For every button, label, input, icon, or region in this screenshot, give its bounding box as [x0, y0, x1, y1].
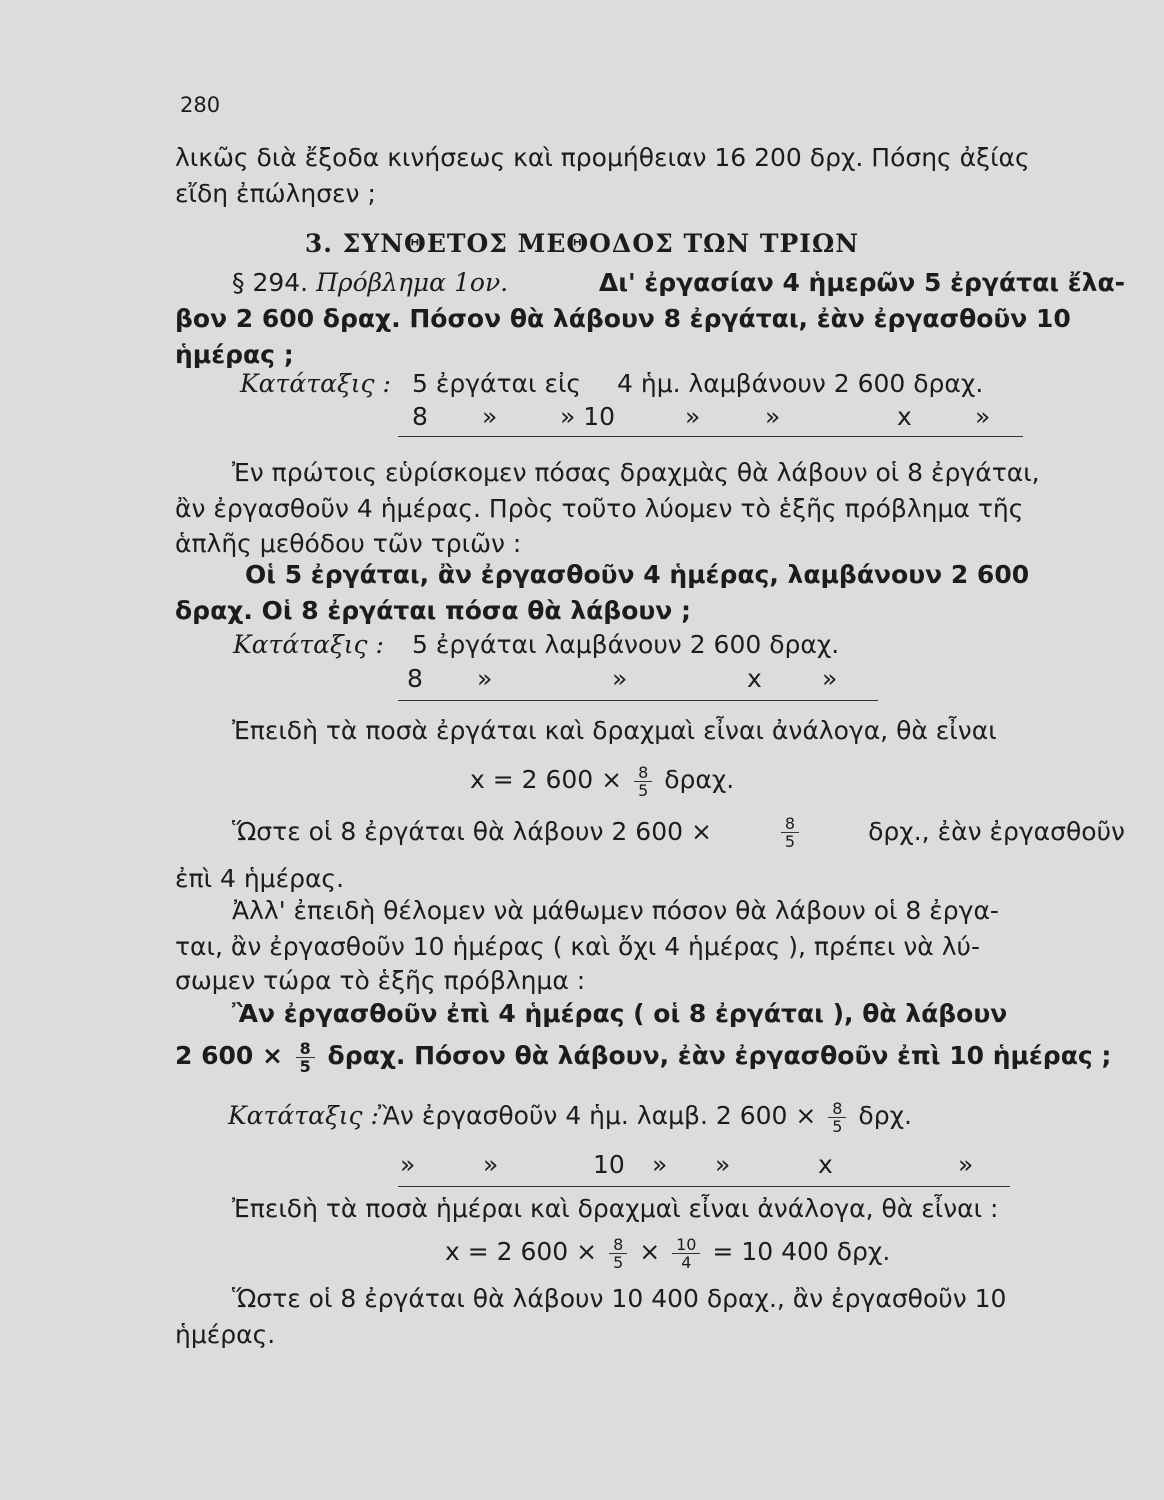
eq2-times: ×	[639, 1237, 661, 1266]
arrangement-3-denominator: 5	[832, 1116, 843, 1136]
paragraph-number: § 294.	[232, 268, 309, 297]
para-3-fraction	[781, 815, 799, 850]
para-4-line-2: ται, ἂν ἐργασθοῦν 10 ἡμέρας ( καὶ ὄχι 4 ἡμέρας ), πρέπει νὰ λύ-	[175, 932, 981, 961]
intro-text-1: λικῶς διὰ ἔξοδα κινήσεως καὶ προμήθειαν 16 200 δρχ. Πόσης ἀξίας	[175, 143, 1030, 172]
para-4-line-3: σωμεν τώρα τὸ ἑξῆς πρόβλημα :	[175, 966, 586, 995]
arrangement-2-row1: 5 ἐργάται λαμβάνουν 2 600 δραχ.	[412, 630, 840, 659]
section-title: 3. ΣΥΝΘΕΤΟΣ ΜΕΘΟΔΟΣ ΤΩΝ ΤΡΙΩΝ	[304, 229, 860, 258]
eq2-denominator-2: 4	[681, 1252, 692, 1272]
eq2-numerator-1: 8	[609, 1236, 627, 1254]
eq2-fraction-2	[672, 1236, 700, 1271]
arrangement-1-row2-c3: » 10	[560, 402, 616, 431]
arrangement-2-row2-c4: x	[747, 664, 762, 693]
para-5: Ἐπειδὴ τὰ ποσὰ ἡμέραι καὶ δραχμαὶ εἶναι ἀνάλογα, θὰ εἶναι :	[232, 1194, 999, 1223]
problem-text-1: Δι' ἐργασίαν 4 ἡμερῶν 5 ἐργάται ἔλα-	[598, 268, 1125, 297]
arrangement-3-row2-c7: »	[958, 1150, 974, 1179]
para-3-numerator: 8	[781, 815, 799, 833]
intro-line-1	[175, 141, 1127, 175]
eq1-lhs: x = 2 600 ×	[470, 765, 623, 794]
arrangement-1-row1-a: 5 ἐργάται εἰς	[412, 369, 582, 398]
arrangement-2-row2-c1: 8	[407, 664, 423, 693]
problem-line-3: ἡμέρας ;	[175, 340, 294, 369]
eq2-rhs: = 10 400 δρχ.	[712, 1237, 891, 1266]
arrangement-1-rule	[398, 436, 1023, 437]
eq1-unit: δραχ.	[664, 765, 735, 794]
problem-label: Πρόβλημα 1ον.	[316, 268, 509, 297]
arrangement-3-row1-pre: Ἂν ἐργασθοῦν 4 ἡμ. λαμβ. 2 600 ×	[378, 1101, 817, 1130]
arrangement-1-row2-c1: 8	[412, 402, 428, 431]
para-2: Ἐπειδὴ τὰ ποσὰ ἐργάται καὶ δραχμαὶ εἶναι ἀνάλογα, θὰ εἶναι	[232, 716, 997, 745]
eq1-fraction	[634, 764, 652, 799]
sub-problem-2-denominator: 5	[299, 1056, 311, 1076]
arrangement-3-row2-c5: »	[715, 1150, 731, 1179]
para-3-denominator: 5	[784, 831, 796, 851]
arrangement-3-row2-c2: »	[483, 1150, 499, 1179]
para-3-post: δρχ., ἐὰν ἐργασθοῦν	[868, 817, 1125, 846]
arrangement-3-row2-c6: x	[818, 1150, 833, 1179]
problem-head	[232, 266, 508, 300]
eq2-fraction-1	[609, 1236, 627, 1271]
arrangement-1-label: Κατάταξις :	[240, 369, 391, 398]
eq2-lhs: x = 2 600 ×	[445, 1237, 598, 1266]
arrangement-3-label: Κατάταξις :	[228, 1101, 379, 1130]
arrangement-3-row1-post: δρχ.	[858, 1101, 912, 1130]
arrangement-2-row2-c5: »	[822, 664, 838, 693]
arrangement-2-row2-c3: »	[612, 664, 628, 693]
arrangement-1-row2-c4: »	[685, 402, 701, 431]
arrangement-3-numerator: 8	[828, 1100, 846, 1118]
arrangement-3-row2-c3: 10	[593, 1150, 625, 1179]
sub-problem-2-numerator: 8	[296, 1040, 315, 1058]
arrangement-2-label: Κατάταξις :	[233, 630, 384, 659]
para-3-line-2: ἐπὶ 4 ἡμέρας.	[175, 864, 345, 893]
para-3-pre: Ὥστε οἱ 8 ἐργάται θὰ λάβουν 2 600 ×	[232, 817, 712, 846]
sub-problem-1-line-1: Οἱ 5 ἐργάται, ἂν ἐργασθοῦν 4 ἡμέρας, λαμβάνουν 2 600	[245, 560, 1030, 589]
problem-line-2: βον 2 600 δραχ. Πόσον θὰ λάβουν 8 ἐργάται, ἐὰν ἐργασθοῦν 10	[175, 304, 1071, 333]
equation-2	[445, 1232, 890, 1272]
arrangement-3-row2-c4: »	[652, 1150, 668, 1179]
arrangement-3-row2-c1: »	[400, 1150, 416, 1179]
para-4-line-1: Ἀλλ' ἐπειδὴ θέλομεν νὰ μάθωμεν πόσον θὰ λάβουν οἱ 8 ἐργα-	[232, 896, 999, 925]
eq2-denominator-1: 5	[613, 1252, 624, 1272]
eq1-denominator: 5	[638, 780, 649, 800]
equation-1	[470, 760, 734, 800]
eq2-numerator-2: 10	[672, 1236, 700, 1254]
para-1-line-1: Ἐν πρώτοις εὑρίσκομεν πόσας δραχμὰς θὰ λάβουν οἱ 8 ἐργάται,	[232, 458, 1040, 487]
arrangement-2-rule	[398, 700, 878, 701]
sub-problem-2-pre: 2 600 ×	[175, 1041, 283, 1070]
sub-problem-1-line-2: δραχ. Οἱ 8 ἐργάται πόσα θὰ λάβουν ;	[175, 596, 691, 625]
arrangement-3-row1	[378, 1096, 912, 1136]
arrangement-1-row2-c6: x	[897, 402, 912, 431]
conclusion-line-1: Ὥστε οἱ 8 ἐργάται θὰ λάβουν 10 400 δραχ., ἂν ἐργασθοῦν 10	[232, 1284, 1007, 1313]
arrangement-3-rule	[398, 1186, 1010, 1187]
eq1-numerator: 8	[634, 764, 652, 782]
arrangement-1-row2-c2: »	[482, 402, 498, 431]
problem-line-1	[232, 266, 1125, 300]
arrangement-1-row2-c7: »	[975, 402, 991, 431]
sub-problem-2-line-2	[175, 1036, 1111, 1076]
sub-problem-2-fraction	[296, 1040, 315, 1075]
arrangement-2-row2-c2: »	[477, 664, 493, 693]
arrangement-1-row1-b: 4 ἡμ. λαμβάνουν 2 600 δραχ.	[617, 369, 984, 398]
arrangement-1-row2-c5: »	[765, 402, 781, 431]
sub-problem-2-post: δραχ. Πόσον θὰ λάβουν, ἐὰν ἐργασθοῦν ἐπὶ 10 ἡμέρας ;	[327, 1041, 1112, 1070]
arrangement-3-fraction	[828, 1100, 846, 1135]
intro-line-2: εἴδη ἐπώλησεν ;	[175, 179, 376, 208]
para-1-line-3: ἁπλῆς μεθόδου τῶν τριῶν :	[175, 529, 522, 558]
para-1-line-2: ἂν ἐργασθοῦν 4 ἡμέρας. Πρὸς τοῦτο λύομεν τὸ ἑξῆς πρόβλημα τῆς	[175, 494, 1024, 523]
conclusion-line-2: ἡμέρας.	[175, 1320, 276, 1349]
para-3-line-1	[232, 812, 1125, 852]
page-number: 280	[180, 93, 221, 117]
sub-problem-2-line-1: Ἂν ἐργασθοῦν ἐπὶ 4 ἡμέρας ( οἱ 8 ἐργάται ), θὰ λάβουν	[232, 999, 1008, 1028]
